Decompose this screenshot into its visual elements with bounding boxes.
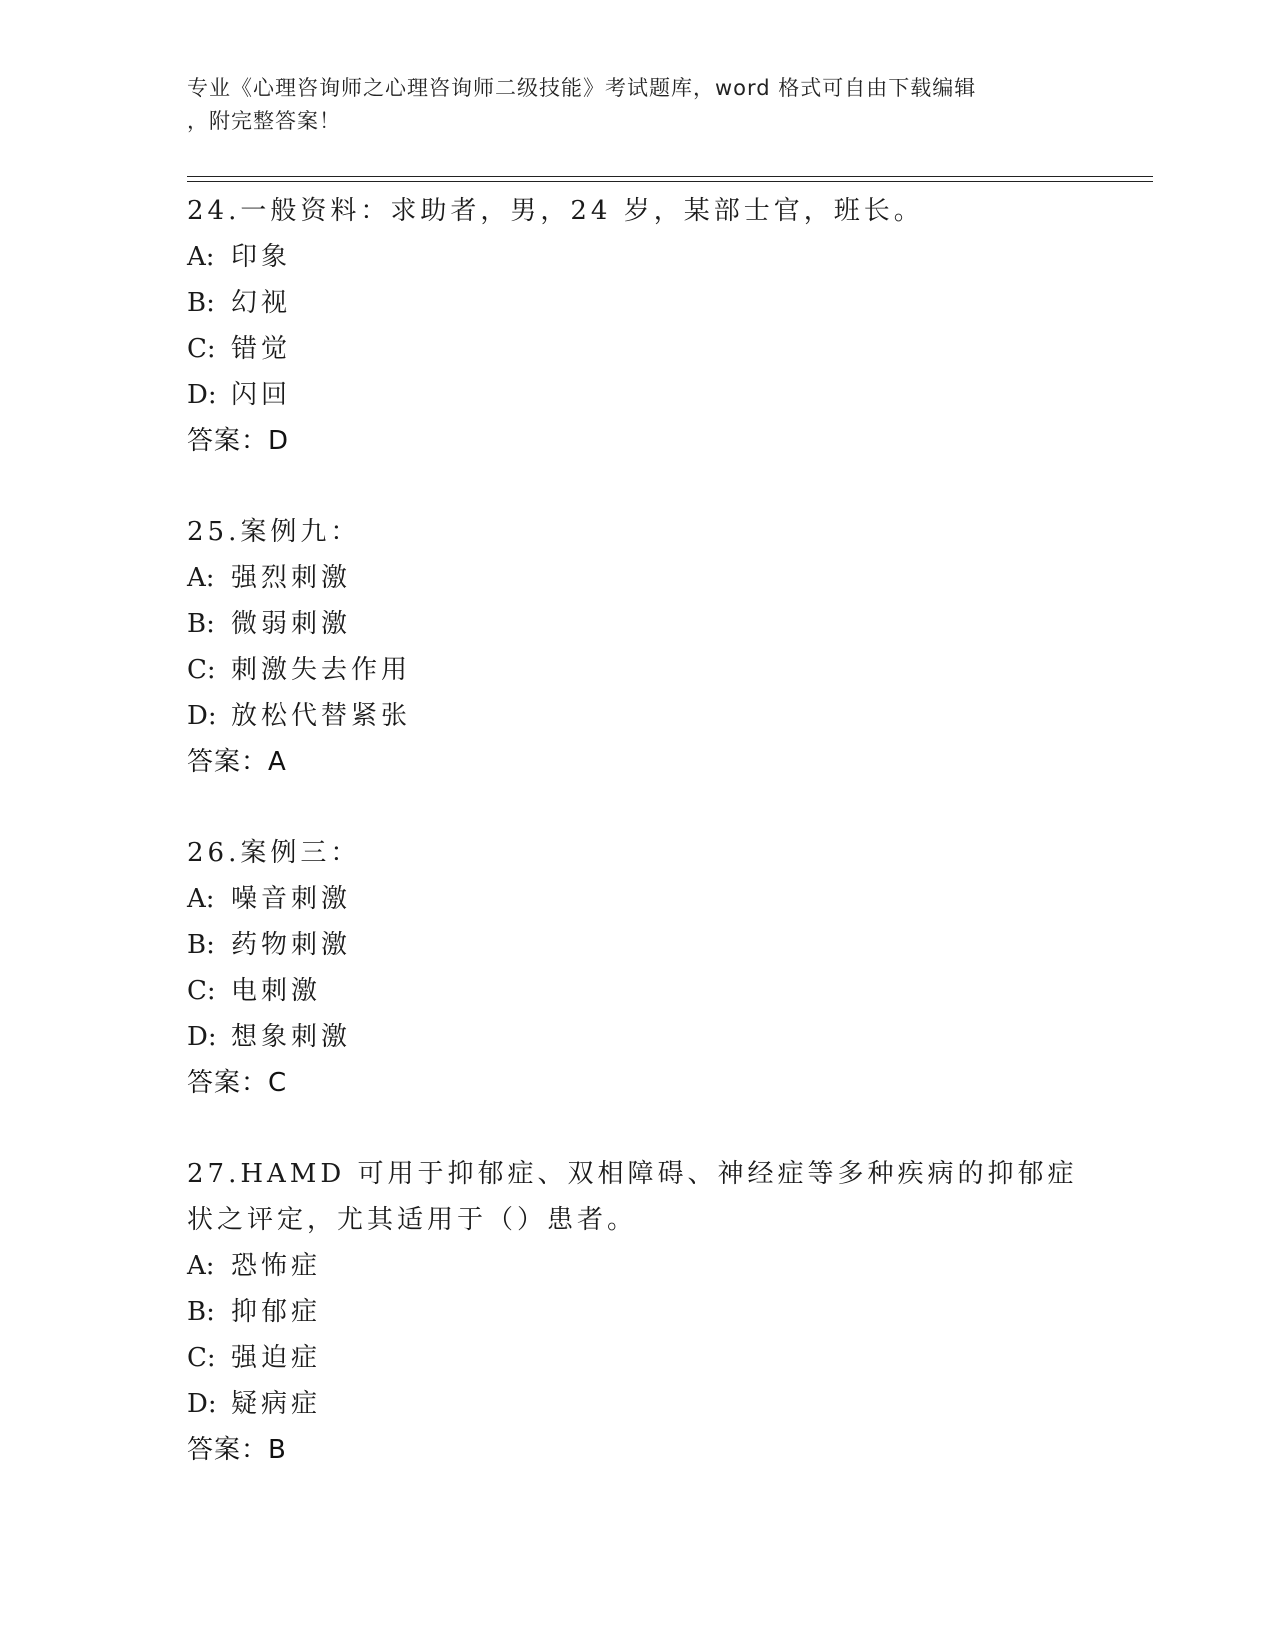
header-title-line-2: ，附完整答案！ — [187, 109, 341, 133]
option-text: 强迫症 — [231, 1343, 322, 1373]
option-d — [187, 693, 1107, 739]
option-text: 想象刺激 — [231, 1022, 352, 1052]
option-text: 药物刺激 — [231, 930, 352, 960]
answer-line: 答案：B — [187, 1435, 287, 1465]
header-divider-bottom — [187, 181, 1153, 182]
document-header — [187, 72, 1067, 138]
option-text: 微弱刺激 — [231, 609, 352, 639]
option-text: 疑病症 — [231, 1389, 322, 1419]
question-stem: 26.案例三： — [187, 838, 361, 868]
option-letter: B: — [187, 1297, 215, 1327]
option-text: 抑郁症 — [231, 1297, 322, 1327]
option-text: 恐怖症 — [231, 1251, 322, 1281]
option-c — [187, 1335, 1107, 1381]
question-24 — [187, 188, 1107, 464]
option-d — [187, 1381, 1107, 1427]
option-b — [187, 922, 1107, 968]
question-list — [187, 188, 1107, 1518]
option-text: 放松代替紧张 — [231, 701, 412, 731]
option-letter: C: — [187, 334, 216, 364]
option-text: 印象 — [231, 242, 292, 272]
option-text: 刺激失去作用 — [231, 655, 412, 685]
option-letter: B: — [187, 609, 215, 639]
header-divider-top — [187, 176, 1153, 177]
option-b — [187, 601, 1107, 647]
option-letter: D: — [187, 701, 217, 731]
option-letter: B: — [187, 930, 215, 960]
option-text: 电刺激 — [231, 976, 322, 1006]
option-c — [187, 647, 1107, 693]
option-letter: C: — [187, 655, 216, 685]
header-title-line-1: 专业《心理咨询师之心理咨询师二级技能》考试题库，word 格式可自由下载编辑 — [187, 76, 977, 100]
answer-line: 答案：C — [187, 1068, 288, 1098]
option-text: 噪音刺激 — [231, 884, 352, 914]
option-letter: D: — [187, 1022, 217, 1052]
option-a — [187, 555, 1107, 601]
option-a — [187, 234, 1107, 280]
option-letter: A: — [187, 1251, 215, 1281]
option-b — [187, 280, 1107, 326]
option-c — [187, 968, 1107, 1014]
question-stem: 27.HAMD 可用于抑郁症、双相障碍、神经症等多种疾病的抑郁症状之评定，尤其适用于（）患者。 — [187, 1159, 1078, 1235]
option-text: 幻视 — [231, 288, 292, 318]
option-text: 强烈刺激 — [231, 563, 352, 593]
option-letter: D: — [187, 380, 217, 410]
question-25 — [187, 509, 1107, 785]
question-26 — [187, 830, 1107, 1106]
option-letter: A: — [187, 242, 215, 272]
answer-line: 答案：D — [187, 426, 290, 456]
question-stem: 25.案例九： — [187, 517, 361, 547]
answer-line: 答案：A — [187, 747, 287, 777]
option-letter: B: — [187, 288, 215, 318]
option-letter: A: — [187, 563, 215, 593]
option-letter: D: — [187, 1389, 217, 1419]
option-letter: C: — [187, 1343, 216, 1373]
option-text: 错觉 — [231, 334, 292, 364]
option-letter: C: — [187, 976, 216, 1006]
option-d — [187, 372, 1107, 418]
option-b — [187, 1289, 1107, 1335]
option-a — [187, 876, 1107, 922]
option-a — [187, 1243, 1107, 1289]
option-text: 闪回 — [231, 380, 292, 410]
question-stem: 24.一般资料：求助者，男，24 岁，某部士官，班长。 — [187, 196, 924, 226]
question-27 — [187, 1151, 1107, 1473]
option-c — [187, 326, 1107, 372]
option-d — [187, 1014, 1107, 1060]
option-letter: A: — [187, 884, 215, 914]
